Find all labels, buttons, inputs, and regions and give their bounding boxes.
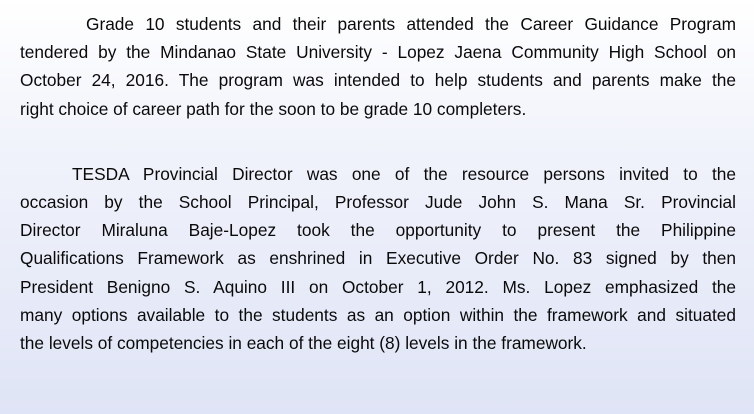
paragraph-line: Qualifications Framework as enshrined in Executive Order No. 83 signed by then [20, 248, 736, 269]
paragraph-line: the levels of competencies in each of the eight (8) levels in the framework. [20, 332, 587, 353]
paragraph-line: Grade 10 students and their parents attended the Career Guidance Program [86, 14, 736, 34]
paragraph-line: tendered by the Mindanao State University - Lopez Jaena Community High School on [20, 42, 736, 63]
paragraph-line: President Benigno S. Aquino III on October 1, 2012. Ms. Lopez emphasized the [20, 276, 736, 297]
paragraph-line: TESDA Provincial Director was one of the resource persons invited to the [72, 163, 736, 184]
paragraph-line: occasion by the School Principal, Professor Jude John S. Mana Sr. Provincial [20, 191, 736, 212]
paragraph-line: Director Miraluna Baje-Lopez took the opportunity to present the Philippine [20, 220, 736, 241]
paragraph-tesda-director [20, 160, 736, 357]
paragraph-spacer [20, 123, 736, 160]
paragraph-line: right choice of career path for the soon to be grade 10 completers. [20, 98, 527, 119]
paragraph-line: October 24, 2016. The program was intended to help students and parents make the [20, 70, 736, 91]
paragraph-career-guidance [20, 10, 736, 123]
paragraph-line: many options available to the students as an option within the framework and situated [20, 304, 736, 325]
